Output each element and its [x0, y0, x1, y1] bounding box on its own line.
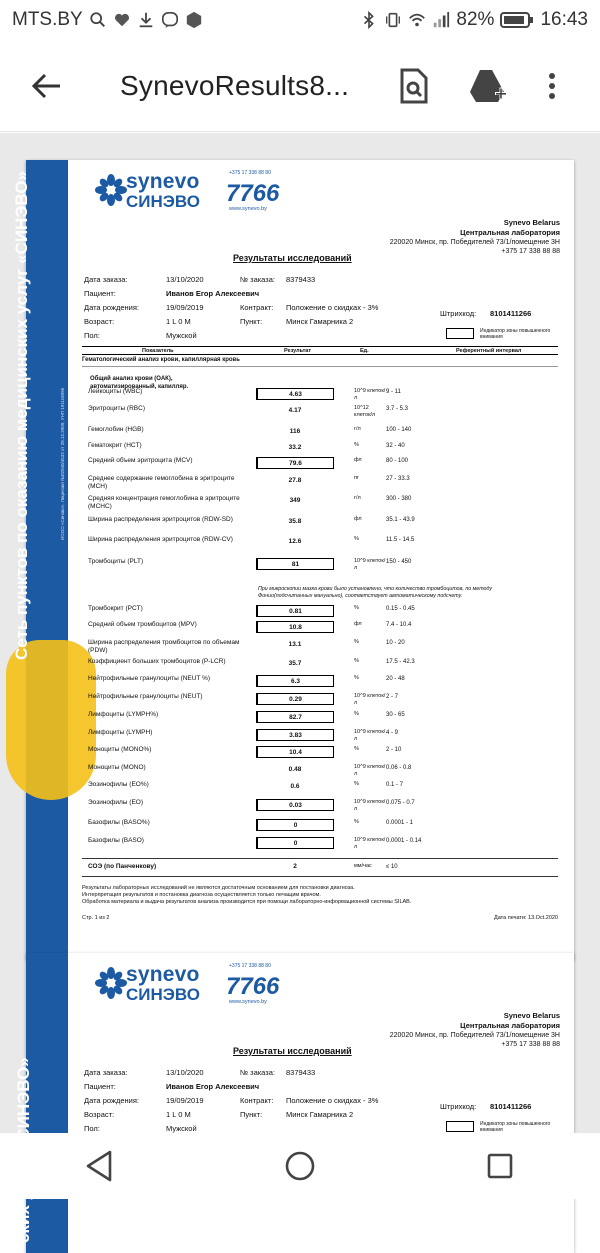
result-name: Средний объем тромбоцитов (MPV)	[88, 621, 197, 628]
sex-label: Пол:	[84, 331, 100, 340]
result-name: Ширина распределения эритроцитов (RDW-SD)	[88, 516, 233, 523]
dob-label: Дата рождения:	[84, 1096, 139, 1105]
result-name: Среднее содержание гемоглобина в эритроците (MCH)	[88, 475, 235, 490]
contract: Положение о скидках - 3%	[286, 303, 379, 312]
result-unit: 10^12 клеток/л	[354, 405, 376, 418]
result-value: 0.48	[288, 766, 302, 773]
result-ref: 0.075 - 0.7	[386, 800, 415, 806]
logo-www: www.synevo.by	[229, 206, 267, 212]
license-text: ИООО «Синэво», Лицензия №02040/4533 от 28.12.2009, УНП 191116096	[60, 387, 65, 540]
result-ref: 4 - 9	[386, 730, 399, 736]
download-icon	[137, 11, 155, 29]
result-row	[82, 405, 558, 421]
result-unit: %	[354, 658, 359, 664]
lab-dept: Центральная лаборатория	[460, 228, 560, 237]
col-ref: Референтный интервал	[456, 348, 522, 354]
result-ref: 35.1 - 43.9	[386, 517, 415, 523]
section-divider	[82, 366, 558, 367]
side-banner-2	[26, 953, 68, 1253]
carrier-label: MTS.BY	[12, 9, 83, 30]
order-date-label: Дата заказа:	[84, 275, 128, 284]
result-row	[82, 658, 558, 674]
patient-name: Иванов Егор Алексеевич	[166, 289, 260, 298]
logo-www: www.synevo.by	[229, 999, 267, 1005]
lab-dept: Центральная лаборатория	[460, 1021, 560, 1030]
result-ref: 2 - 10	[386, 747, 402, 753]
result-row	[82, 764, 558, 780]
result-name: Гематокрит (HCT)	[88, 442, 142, 449]
contract-label: Контракт:	[240, 303, 274, 312]
results-heading: Результаты исследований	[233, 253, 352, 263]
search-icon	[89, 11, 107, 29]
attention-indicator-box	[446, 1121, 474, 1132]
result-ref: 17.5 - 42.3	[386, 659, 415, 665]
contract: Положение о скидках - 3%	[286, 1096, 379, 1105]
result-unit: 10^9 клеток/л	[354, 764, 386, 777]
col-indicator: Показатель	[142, 348, 174, 354]
result-unit: г/л	[354, 426, 361, 432]
nav-back-icon[interactable]	[80, 1146, 120, 1186]
result-name: Лимфоциты (LYMPH%)	[88, 711, 159, 718]
result-ref: 11.5 - 14.5	[386, 537, 415, 543]
synevo-logo-2	[96, 961, 296, 1011]
result-value: 0	[256, 819, 334, 831]
age: 1 L 0 M	[166, 317, 191, 326]
col-unit: Ед.	[360, 348, 369, 354]
logo-number: 7766	[226, 973, 280, 1000]
result-value: 6.3	[256, 675, 334, 687]
result-value: 82.7	[256, 711, 334, 723]
result-name: Эозинофилы (EO%)	[88, 781, 149, 788]
result-value: 4.63	[256, 388, 334, 400]
result-unit: 10^9 клеток/л	[354, 558, 386, 571]
result-row	[82, 675, 558, 691]
age-label: Возраст:	[84, 1110, 115, 1119]
result-ref: 9 - 11	[386, 389, 401, 395]
pdf-page-2	[26, 953, 574, 1253]
result-row	[82, 495, 558, 511]
result-ref: 2 - 7	[386, 694, 399, 700]
result-value: 3.83	[256, 729, 334, 741]
result-name: Эритроциты (RBC)	[88, 405, 145, 412]
esr-name: СОЭ (по Панченкову)	[88, 863, 157, 870]
pdf-page-1	[12, 160, 574, 960]
result-name: Ширина распределения эритроцитов (RDW-CV)	[88, 536, 233, 543]
contract-label: Контракт:	[240, 1096, 274, 1105]
result-ref: 20 - 48	[386, 676, 405, 682]
result-value: 81	[256, 558, 334, 570]
result-value: 0.81	[256, 605, 334, 617]
result-unit: %	[354, 639, 359, 645]
plt-note: При микроскопии мазка крови было установлено, что количество тромбоцитов, по методу Фонио(подсчитанных мануально), соответствует автоматическому подсчету.	[258, 586, 493, 599]
result-name: Лейкоциты (WBC)	[88, 388, 143, 395]
sex: Мужской	[166, 331, 197, 340]
result-ref: 100 - 140	[386, 427, 412, 433]
result-ref: 32 - 40	[386, 443, 405, 449]
result-ref: 30 - 65	[386, 712, 405, 718]
result-ref: 0.15 - 0.45	[386, 606, 415, 612]
result-name: Эозинофилы (EO)	[88, 799, 143, 806]
result-row	[82, 621, 558, 637]
result-unit: 10^9 клеток/л	[354, 729, 386, 742]
logo-brand-ru: СИНЭВО	[126, 985, 200, 1004]
result-row	[82, 475, 558, 491]
lab-info	[390, 218, 560, 256]
barcode: 8101411266	[490, 1102, 532, 1111]
result-row	[82, 536, 558, 552]
result-name: Тромбокрит (PCT)	[88, 605, 143, 612]
result-row	[82, 711, 558, 727]
result-unit: %	[354, 746, 359, 752]
order-date: 13/10/2020	[166, 275, 204, 284]
result-value: 0.6	[290, 783, 300, 790]
point: Минск Гамарника 2	[286, 1110, 354, 1119]
result-value: 0.29	[256, 693, 334, 705]
add-to-drive-icon[interactable]	[466, 64, 510, 108]
side-banner-text: Сеть пунктов по оказанию медицинских услуг «СИНЭВО»	[12, 171, 31, 660]
result-unit: пг	[354, 475, 359, 481]
attention-indicator-label: Индикатор зоны повышенного внимания	[480, 328, 551, 340]
result-name: Тромбоциты (PLT)	[88, 558, 144, 565]
logo-brand: synevo	[126, 170, 200, 193]
result-value: 27.8	[288, 477, 302, 484]
print-date: Дата печати: 13.Oct.2020	[494, 915, 558, 921]
sex: Мужской	[166, 1124, 197, 1133]
result-ref: 0.06 - 0.8	[386, 765, 412, 771]
result-row	[82, 442, 558, 458]
vibrate-icon	[384, 11, 402, 29]
age-label: Возраст:	[84, 317, 115, 326]
sex-label: Пол:	[84, 1124, 100, 1133]
result-unit: %	[354, 819, 359, 825]
lab-name: Synevo Belarus	[503, 1011, 560, 1020]
result-row	[82, 746, 558, 762]
esr-divider-bottom	[82, 876, 558, 877]
patient-name: Иванов Егор Алексеевич	[166, 1082, 260, 1091]
lab-phone: +375 17 338 88 88	[501, 248, 560, 255]
result-value: 33.2	[288, 444, 302, 451]
esr-ref: ≤ 10	[386, 864, 398, 870]
order-no: 8379433	[286, 1068, 316, 1077]
footer-disclaimer	[82, 885, 558, 906]
result-row	[82, 693, 558, 709]
result-value: 4.17	[288, 407, 302, 414]
lab-address: 220020 Минск, пр. Победителей 73/1/помещение 3Н	[389, 239, 560, 246]
esr-divider-top	[82, 858, 558, 859]
result-ref: 80 - 100	[386, 458, 409, 464]
result-ref: 0.0001 - 1	[386, 820, 414, 826]
dob: 19/09/2019	[166, 303, 204, 312]
more-vert-icon[interactable]	[540, 64, 564, 108]
result-value: 12.6	[288, 538, 302, 545]
result-value: 10.8	[256, 621, 334, 633]
barcode-label: Штрихкод:	[440, 309, 477, 318]
side-banner	[12, 160, 68, 960]
results-heading-2: Результаты исследований	[233, 1046, 352, 1056]
barcode-label: Штрихкод:	[440, 1102, 477, 1111]
result-unit: 10^9 клеток/л	[354, 837, 386, 850]
table-header	[82, 346, 558, 355]
result-row	[82, 558, 558, 574]
result-name: Базофилы (BASO%)	[88, 819, 150, 826]
point: Минск Гамарника 2	[286, 317, 354, 326]
lab-name: Synevo Belarus	[503, 218, 560, 227]
esr-value: 2	[293, 863, 297, 870]
system-nav-bar	[0, 1133, 600, 1199]
dob-label: Дата рождения:	[84, 303, 139, 312]
result-unit: %	[354, 711, 359, 717]
point-label: Пункт:	[240, 317, 263, 326]
result-row	[82, 799, 558, 815]
result-unit: г/л	[354, 495, 361, 501]
esr-row	[82, 861, 558, 873]
result-row	[82, 837, 558, 853]
health-icon	[113, 11, 131, 29]
dob: 19/09/2019	[166, 1096, 204, 1105]
app-icon	[185, 11, 203, 29]
result-name: Нейтрофильные гранулоциты (NEUT)	[88, 693, 203, 700]
result-unit: %	[354, 781, 359, 787]
result-row	[82, 516, 558, 532]
result-value: 116	[289, 428, 301, 435]
attention-indicator-label: Индикатор зоны повышенного внимания	[480, 1121, 551, 1133]
result-value: 13.1	[288, 641, 302, 648]
find-in-page-icon[interactable]	[392, 64, 436, 108]
result-row	[82, 729, 558, 745]
result-ref: 150 - 450	[386, 559, 412, 565]
result-unit: 10^9 клеток/л	[354, 799, 386, 812]
status-bar	[0, 0, 600, 40]
flower-logo-icon	[96, 174, 126, 206]
result-ref: 10 - 20	[386, 640, 405, 646]
page-number: Стр. 1 из 2	[82, 915, 110, 921]
result-value: 349	[289, 497, 301, 504]
result-value: 35.7	[288, 660, 302, 667]
wifi-icon	[408, 11, 426, 29]
result-name: Нейтрофильные гранулоциты (NEUT %)	[88, 675, 211, 682]
result-ref: 300 - 380	[386, 496, 412, 502]
nav-home-icon[interactable]	[280, 1146, 320, 1186]
result-row	[82, 426, 558, 442]
result-name: Ширина распределения тромбоцитов по объемам (PDW)	[88, 639, 240, 654]
result-unit: 10^9 клеток/л	[354, 388, 386, 401]
result-ref: 27 - 33.3	[386, 476, 410, 482]
footer-line-3: Обработка материала и выдача результатов анализа производится при помощи лабораторно-информационной системы SILAB.	[82, 899, 412, 905]
result-name: Гемоглобин (HGB)	[88, 426, 144, 433]
barcode: 8101411266	[490, 309, 532, 318]
flower-logo-icon	[96, 967, 126, 999]
synevo-logo	[96, 168, 296, 218]
result-unit: %	[354, 442, 359, 448]
attention-indicator-box	[446, 328, 474, 339]
result-ref: 7.4 - 10.4	[386, 622, 412, 628]
lab-phone: +375 17 338 88 88	[501, 1041, 560, 1048]
result-row	[82, 605, 558, 621]
result-unit: фл	[354, 621, 362, 627]
patient-label: Пациент:	[84, 289, 116, 298]
age: 1 L 0 M	[166, 1110, 191, 1119]
back-arrow-icon[interactable]	[28, 68, 64, 104]
result-value: 79.6	[256, 457, 334, 469]
result-ref: 0.1 - 7	[386, 782, 404, 788]
result-unit: фл	[354, 457, 362, 463]
result-row	[82, 819, 558, 835]
pdf-viewer[interactable]	[0, 133, 600, 1133]
patient-label: Пациент:	[84, 1082, 116, 1091]
point-label: Пункт:	[240, 1110, 263, 1119]
logo-phone: +375 17 338 88 80	[229, 170, 271, 176]
order-date-label: Дата заказа:	[84, 1068, 128, 1077]
order-date: 13/10/2020	[166, 1068, 204, 1077]
logo-phone: +375 17 338 88 80	[229, 963, 271, 969]
app-bar	[0, 40, 600, 132]
result-unit: фл	[354, 516, 362, 522]
result-value: 0	[256, 837, 334, 849]
result-ref: 3.7 - 5.3	[386, 406, 409, 412]
result-value: 35.8	[288, 518, 302, 525]
result-name: Средняя концентрация гемоглобина в эритроците (MCHC)	[88, 495, 240, 510]
result-unit: 10^9 клеток/л	[354, 693, 386, 706]
result-name: Лимфоциты (LYMPH)	[88, 729, 153, 736]
result-name: Моноциты (MONO)	[88, 764, 146, 771]
result-name: Коэффициент больших тромбоцитов (P-LCR)	[88, 658, 226, 665]
result-name: Средний объем эритроцита (MCV)	[88, 457, 193, 464]
result-ref: 0.0001 - 0.14	[386, 838, 422, 844]
section-title: Гематологический анализ крови, капиллярная кровь	[82, 357, 240, 363]
esr-unit: мм/час	[354, 863, 372, 869]
clock: 16:43	[540, 9, 588, 30]
battery-icon	[500, 11, 534, 29]
logo-brand: synevo	[126, 963, 200, 986]
result-row	[82, 639, 558, 655]
signal-icon	[432, 11, 450, 29]
logo-brand-ru: СИНЭВО	[126, 192, 200, 211]
result-unit: %	[354, 536, 359, 542]
col-result: Результат	[284, 348, 312, 354]
document-title: SynevoResults8...	[120, 70, 350, 101]
footer-line-2: Интерпретация результатов и постановка диагноза осуществляется только лечащим врачом.	[82, 892, 321, 898]
logo-number: 7766	[226, 180, 280, 207]
result-unit: %	[354, 675, 359, 681]
footer-line-1: Результаты лабораторных исследований не являются достаточным основанием для постановки диагноза.	[82, 885, 355, 891]
lab-address: 220020 Минск, пр. Победителей 73/1/помещение 3Н	[389, 1032, 560, 1039]
result-value: 10.4	[256, 746, 334, 758]
order-no: 8379433	[286, 275, 316, 284]
result-unit: %	[354, 605, 359, 611]
battery-percent: 82%	[456, 9, 495, 30]
result-row	[82, 457, 558, 473]
viber-icon	[161, 11, 179, 29]
result-name: Базофилы (BASO)	[88, 837, 144, 844]
bluetooth-icon	[360, 11, 378, 29]
nav-recents-icon[interactable]	[480, 1146, 520, 1186]
subsection-title: Общий анализ крови (ОАК), автоматизированный, капилляр.	[90, 376, 189, 390]
result-name: Моноциты (MONO%)	[88, 746, 152, 753]
result-value: 0.03	[256, 799, 334, 811]
result-row	[82, 388, 558, 404]
order-no-label: № заказа:	[240, 1068, 275, 1077]
lab-info-2	[390, 1011, 560, 1049]
order-no-label: № заказа:	[240, 275, 275, 284]
result-row	[82, 781, 558, 797]
